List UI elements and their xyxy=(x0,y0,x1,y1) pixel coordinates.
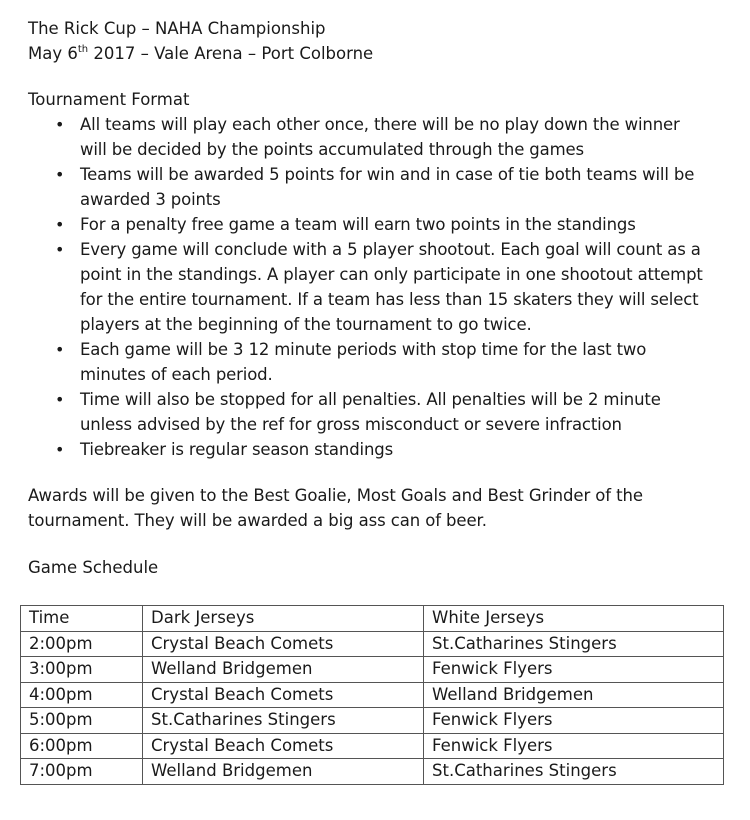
bullet-icon: • xyxy=(55,240,65,259)
bullet-text: All teams will play each other once, there will be no play down the winner will be decided by the points accumulated through the games xyxy=(80,115,680,159)
document-page xyxy=(28,16,728,580)
format-bullet-list xyxy=(28,112,728,462)
cell-white-team: St.Catharines Stingers xyxy=(424,759,724,785)
cell-white-team: Fenwick Flyers xyxy=(424,708,724,734)
bullet-item xyxy=(28,212,710,237)
game-schedule-table xyxy=(20,605,724,785)
spacer xyxy=(28,462,728,483)
cell-dark-team: Welland Bridgemen xyxy=(143,759,424,785)
cell-time: 7:00pm xyxy=(21,759,143,785)
cell-time: 2:00pm xyxy=(21,631,143,657)
table-row xyxy=(21,682,724,708)
bullet-text: Time will also be stopped for all penalties. All penalties will be 2 minute unless advised by the ref for gross misconduct or severe infraction xyxy=(80,390,661,434)
cell-dark-team: St.Catharines Stingers xyxy=(143,708,424,734)
table-row xyxy=(21,708,724,734)
cell-time: 4:00pm xyxy=(21,682,143,708)
cell-white-team: St.Catharines Stingers xyxy=(424,631,724,657)
bullet-item xyxy=(28,237,710,337)
table-row xyxy=(21,733,724,759)
table-row xyxy=(21,759,724,785)
bullet-icon: • xyxy=(55,215,65,234)
bullet-item xyxy=(28,437,710,462)
spacer xyxy=(28,66,728,87)
cell-white-team: Welland Bridgemen xyxy=(424,682,724,708)
date-superscript: th xyxy=(77,44,89,55)
cell-time: 6:00pm xyxy=(21,733,143,759)
bullet-icon: • xyxy=(55,115,65,134)
bullet-item xyxy=(28,112,710,162)
table-row xyxy=(21,631,724,657)
header-dark-jerseys: Dark Jerseys xyxy=(143,606,424,632)
cell-white-team: Fenwick Flyers xyxy=(424,733,724,759)
event-date-venue xyxy=(28,41,728,66)
bullet-icon: • xyxy=(55,340,65,359)
bullet-item xyxy=(28,387,710,437)
cell-dark-team: Crystal Beach Comets xyxy=(143,682,424,708)
bullet-item xyxy=(28,162,710,212)
bullet-text: Teams will be awarded 5 points for win and in case of tie both teams will be awarded 3 points xyxy=(80,165,695,209)
bullet-text: Each game will be 3 12 minute periods with stop time for the last two minutes of each period. xyxy=(80,340,647,384)
bullet-text: Tiebreaker is regular season standings xyxy=(80,440,394,459)
bullet-text: For a penalty free game a team will earn two points in the standings xyxy=(80,215,636,234)
cell-dark-team: Crystal Beach Comets xyxy=(143,733,424,759)
date-prefix: May 6 xyxy=(28,44,78,63)
bullet-text: Every game will conclude with a 5 player shootout. Each goal will count as a point in the standings. A player can only participate in one shootout attempt for the entire tournament. If a team has less than 15 skaters they will select players at the beginning of the tournament to go twice. xyxy=(80,240,703,334)
header-white-jerseys: White Jerseys xyxy=(424,606,724,632)
cell-dark-team: Crystal Beach Comets xyxy=(143,631,424,657)
bullet-icon: • xyxy=(55,390,65,409)
schedule-title: Game Schedule xyxy=(28,558,159,577)
bullet-icon: • xyxy=(55,440,65,459)
table-row xyxy=(21,657,724,683)
bullet-icon: • xyxy=(55,165,65,184)
cell-white-team: Fenwick Flyers xyxy=(424,657,724,683)
awards-paragraph: Awards will be given to the Best Goalie, Most Goals and Best Grinder of the tournament. They will be awarded a big ass can of beer. xyxy=(28,486,643,530)
cell-dark-team: Welland Bridgemen xyxy=(143,657,424,683)
cell-time: 3:00pm xyxy=(21,657,143,683)
cell-time: 5:00pm xyxy=(21,708,143,734)
bullet-item xyxy=(28,337,710,387)
table-header-row xyxy=(21,606,724,632)
date-venue-suffix: 2017 – Vale Arena – Port Colborne xyxy=(88,44,374,63)
document-title: The Rick Cup – NAHA Championship xyxy=(28,19,326,38)
header-time: Time xyxy=(21,606,143,632)
format-heading: Tournament Format xyxy=(28,90,190,109)
